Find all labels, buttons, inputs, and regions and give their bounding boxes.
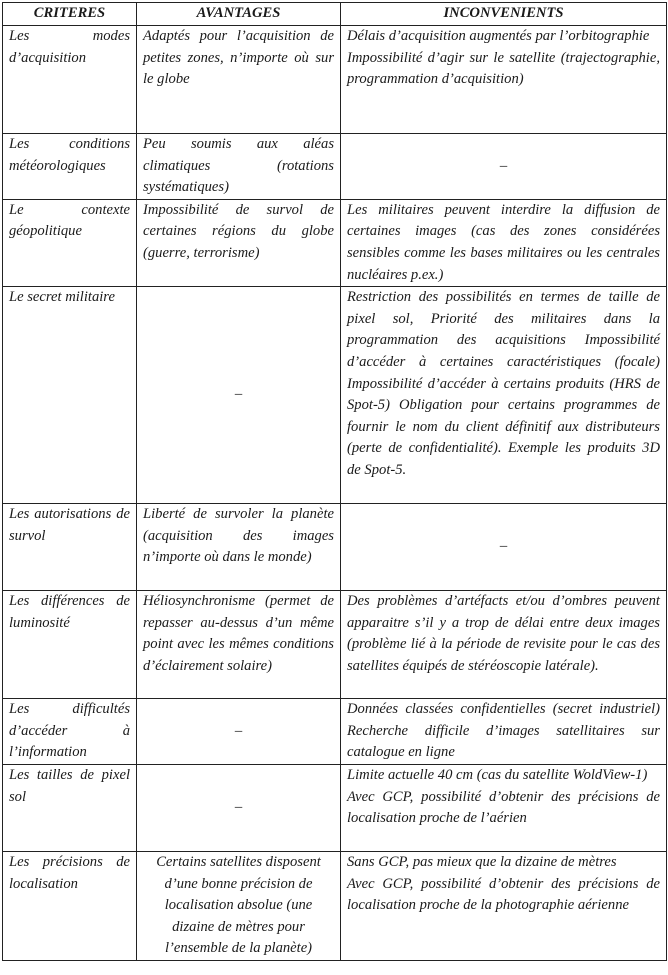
header-avantages: AVANTAGES <box>137 3 341 26</box>
table-header-row <box>3 3 667 26</box>
avantages-cell <box>137 134 341 200</box>
avantages-cell <box>137 591 341 699</box>
avantages-cell: – <box>137 699 341 765</box>
inconvenients-cell <box>341 699 667 765</box>
avantages-cell <box>137 851 341 960</box>
cell-paragraph: Certains satellites disposent d’une bonne précision de localisation absolue (une dizaine de mètres pour l’ensemble de la planète) <box>156 853 321 957</box>
table-row <box>3 134 667 200</box>
inconvenients-cell <box>341 764 667 851</box>
header-inconvenients: INCONVENIENTS <box>341 3 667 26</box>
table-row <box>3 504 667 591</box>
cell-paragraph: Peu soumis aux aléas climatiques (rotations systématiques) <box>143 136 334 196</box>
inconvenients-cell <box>341 287 667 504</box>
cell-paragraph: Des problèmes d’artéfacts et/ou d’ombres peuvent apparaitre s’il y a trop de délai entre deux images (problème lié à la période de revisite pour le cas des satellites équipés de stéréoscopie latérale). <box>347 593 660 674</box>
cell-paragraph: Restriction des possibilités en termes de taille de pixel sol, Priorité des militaires dans la programmation des acquisitions Impossibilité d’accéder à certaines caractéristiques (focale) Impossibilité d’accéder à certains produits (HRS de Spot-5) Obligation pour certains programmes de fournir le nom du client définitif aux distributeurs (perte de confidentialité). Exemple les produits 3D de Spot-5. <box>347 289 660 478</box>
avantages-cell <box>137 199 341 286</box>
critere-cell: Les modes d’acquisition <box>3 26 137 134</box>
cell-paragraph: Données classées confidentielles (secret industriel) Recherche difficile d’images satellitaires sur catalogue en ligne <box>347 701 660 761</box>
table-row <box>3 764 667 851</box>
critere-cell: Le secret militaire <box>3 287 137 504</box>
avantages-cell: – <box>137 764 341 851</box>
cell-paragraph: Sans GCP, pas mieux que la dizaine de mètres <box>347 853 617 870</box>
inconvenients-cell <box>341 199 667 286</box>
critere-cell: Les précisions de localisation <box>3 851 137 960</box>
header-criteres: CRITERES <box>3 3 137 26</box>
critere-cell: Les conditions météorologiques <box>3 134 137 200</box>
critere-cell: Le contexte géopolitique <box>3 199 137 286</box>
table-row <box>3 591 667 699</box>
cell-paragraph: Adaptés pour l’acquisition de petites zones, n’importe où sur le globe <box>143 28 334 88</box>
cell-paragraph: Limite actuelle 40 cm (cas du satellite WoldView-1) <box>347 766 648 783</box>
cell-paragraph: Impossibilité de survol de certaines régions du globe (guerre, terrorisme) <box>143 201 334 261</box>
avantages-cell <box>137 504 341 591</box>
inconvenients-cell <box>341 851 667 960</box>
table-row <box>3 287 667 504</box>
cell-paragraph: Délais d’acquisition augmentés par l’orbitographie <box>347 28 650 44</box>
cell-paragraph: Les militaires peuvent interdire la diffusion de certaines images (cas des zones considérées sensibles comme les bases militaires ou les centrales nucléaires p.ex.) <box>347 201 660 283</box>
critere-cell: Les différences de luminosité <box>3 591 137 699</box>
cell-paragraph: Avec GCP, possibilité d’obtenir des précisions de localisation proche de la photographie aérienne <box>347 875 660 914</box>
avantages-cell <box>137 26 341 134</box>
inconvenients-cell <box>341 591 667 699</box>
inconvenients-cell: – <box>341 134 667 200</box>
table-row <box>3 699 667 765</box>
comparison-table <box>2 2 667 961</box>
inconvenients-cell <box>341 26 667 134</box>
inconvenients-cell: – <box>341 504 667 591</box>
avantages-cell: – <box>137 287 341 504</box>
critere-cell: Les tailles de pixel sol <box>3 764 137 851</box>
table-row <box>3 26 667 134</box>
cell-paragraph: Impossibilité d’agir sur le satellite (trajectographie, programmation d’acquisition) <box>347 49 660 88</box>
table-row <box>3 199 667 286</box>
critere-cell: Les difficultés d’accéder à l’information <box>3 699 137 765</box>
critere-cell: Les autorisations de survol <box>3 504 137 591</box>
cell-paragraph: Avec GCP, possibilité d’obtenir des précisions de localisation proche de l’aérien <box>347 788 660 827</box>
cell-paragraph: Héliosynchronisme (permet de repasser au-dessus d’un même point avec les mêmes conditions d’éclairement solaire) <box>143 593 334 674</box>
table-row <box>3 851 667 960</box>
cell-paragraph: Liberté de survoler la planète (acquisition des images n’importe où dans le monde) <box>143 506 334 566</box>
